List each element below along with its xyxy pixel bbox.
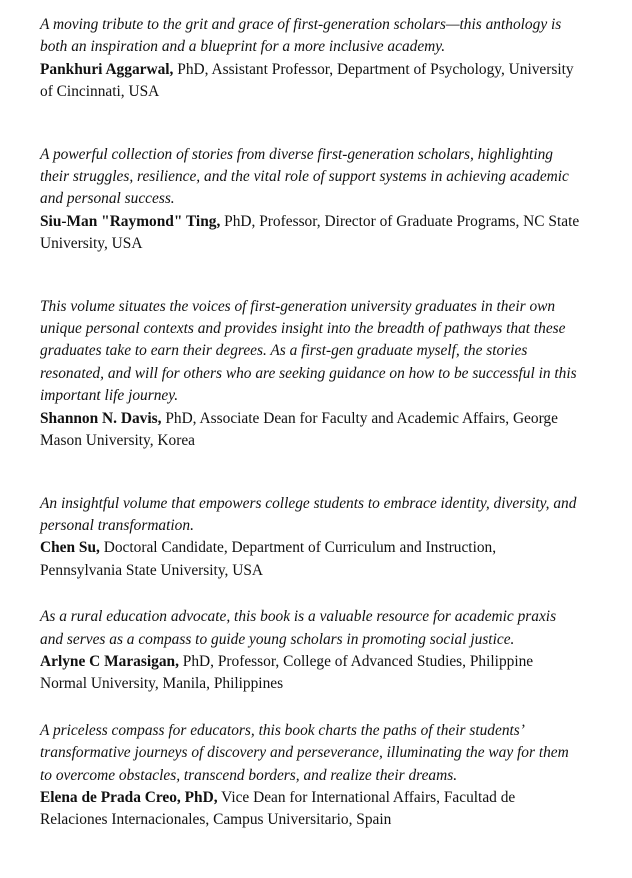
endorser-name: Siu-Man "Raymond" Ting,	[40, 212, 221, 230]
endorser-name: Arlyne C Marasigan,	[40, 652, 179, 670]
endorsement-item	[40, 296, 580, 453]
endorser-name: Pankhuri Aggarwal,	[40, 60, 174, 78]
endorser-credentials: PhD, Professor, Director of Graduate Programs, NC State University, USA	[40, 212, 580, 253]
endorsement-item	[40, 14, 580, 104]
endorsement-quote: This volume situates the voices of first-generation university graduates in their own unique personal contexts and provides insight into the breadth of pathways that these graduates take to earn their degrees. As a first-gen graduate myself, the stories resonated, and will for others who are seeking guidance on how to be successful in this important life journey.	[40, 297, 577, 405]
endorser-credentials: PhD, Associate Dean for Faculty and Academic Affairs, George Mason University, Korea	[40, 409, 558, 450]
endorsement-attribution	[40, 211, 580, 256]
endorser-credentials: Doctoral Candidate, Department of Curriculum and Instruction, Pennsylvania State University, USA	[40, 539, 497, 579]
endorser-credentials: PhD, Professor, College of Advanced Studies, Philippine Normal University, Manila, Philippines	[40, 652, 534, 693]
endorsement-item	[40, 720, 580, 832]
endorser-name: Elena de Prada Creo, PhD,	[40, 788, 218, 806]
endorsement-attribution	[40, 537, 580, 582]
endorsement-attribution	[40, 59, 580, 104]
endorser-name: Chen Su,	[40, 539, 100, 557]
endorser-name: Shannon N. Davis,	[40, 409, 162, 427]
endorsement-attribution	[40, 787, 580, 832]
endorsement-item	[40, 493, 580, 583]
endorsement-item	[40, 144, 580, 256]
endorsement-quote: A moving tribute to the grit and grace of first-generation scholars—this anthology is both an inspiration and a blueprint for a more inclusive academy.	[40, 16, 562, 56]
endorsement-quote: As a rural education advocate, this book is a valuable resource for academic praxis and serves as a compass to guide young scholars in promoting social justice.	[40, 608, 557, 648]
endorser-credentials: PhD, Assistant Professor, Department of Psychology, University of Cincinnati, USA	[40, 60, 574, 101]
endorsement-quote: An insightful volume that empowers college students to embrace identity, diversity, and personal transformation.	[40, 494, 577, 534]
endorsement-attribution	[40, 651, 580, 696]
endorsement-quote: A powerful collection of stories from diverse first-generation scholars, highlighting their struggles, resilience, and the vital role of support systems in achieving academic and personal success.	[40, 145, 569, 208]
endorsement-item	[40, 606, 580, 696]
endorsement-list	[40, 14, 580, 832]
endorsement-attribution	[40, 408, 580, 453]
endorsement-quote: A priceless compass for educators, this book charts the paths of their students’ transformative journeys of discovery and perseverance, illuminating the way for them to overcome obstacles, transcend borders, and realize their dreams.	[40, 721, 569, 784]
endorser-credentials: Vice Dean for International Affairs, Facultad de Relaciones Internacionales, Campus Universitario, Spain	[40, 788, 516, 829]
